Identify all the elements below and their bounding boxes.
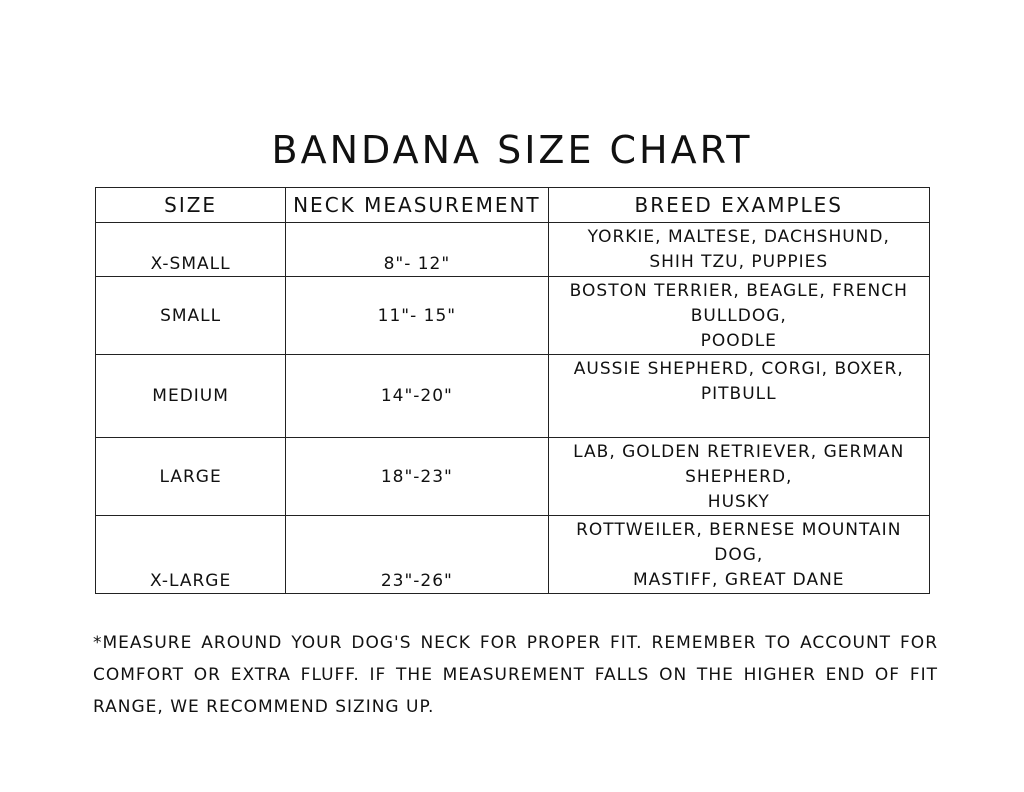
table-row	[96, 277, 930, 355]
header-size: SIZE	[96, 188, 286, 223]
size-cell: MEDIUM	[96, 355, 286, 438]
table-row	[96, 223, 930, 277]
table-row	[96, 438, 930, 516]
table-row	[96, 355, 930, 438]
size-cell: X-SMALL	[96, 223, 286, 277]
neck-cell: 11"- 15"	[286, 277, 548, 355]
neck-cell: 18"-23"	[286, 438, 548, 516]
table-header-row	[96, 188, 930, 223]
breed-cell: BOSTON TERRIER, BEAGLE, FRENCH BULLDOG, POODLE	[548, 277, 929, 355]
page-title: BANDANA SIZE CHART	[271, 128, 753, 173]
size-chart-table	[95, 187, 930, 594]
table-row	[96, 516, 930, 594]
breed-cell: AUSSIE SHEPHERD, CORGI, BOXER, PITBULL	[548, 355, 929, 438]
fit-note: *MEASURE AROUND YOUR DOG'S NECK FOR PROPER FIT. REMEMBER TO ACCOUNT FOR COMFORT OR EXTRA FLUFF. IF THE MEASUREMENT FALLS ON THE HIGHER END OF FIT RANGE, WE RECOMMEND SIZING UP.	[93, 633, 938, 717]
neck-cell: 23"-26"	[286, 516, 548, 594]
neck-cell: 8"- 12"	[286, 223, 548, 277]
neck-cell: 14"-20"	[286, 355, 548, 438]
breed-cell: ROTTWEILER, BERNESE MOUNTAIN DOG, MASTIFF, GREAT DANE	[548, 516, 929, 594]
size-cell: SMALL	[96, 277, 286, 355]
size-cell: X-LARGE	[96, 516, 286, 594]
header-breed-examples: BREED EXAMPLES	[548, 188, 929, 223]
breed-cell: YORKIE, MALTESE, DACHSHUND, SHIH TZU, PUPPIES	[548, 223, 929, 277]
size-cell: LARGE	[96, 438, 286, 516]
header-neck-measurement: NECK MEASUREMENT	[286, 188, 548, 223]
breed-cell: LAB, GOLDEN RETRIEVER, GERMAN SHEPHERD, HUSKY	[548, 438, 929, 516]
